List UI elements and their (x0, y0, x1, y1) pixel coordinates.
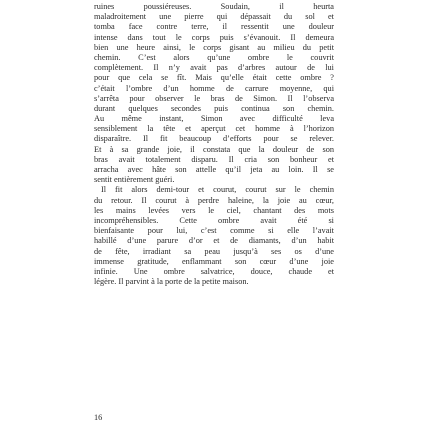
text-line: durant quelques secondes puis continua son chemin. (94, 103, 334, 113)
text-line: Et à sa grande joie, il constata que la douleur de son (94, 144, 334, 154)
text-line: maladroitement une pierre qui dépassait du sol et (94, 12, 334, 22)
text-line: bienfaisante pour lui, c’est comme si elle l’avait (94, 226, 334, 236)
text-line: disparaître. Il fit beaucoup d’efforts pour se relever. (94, 134, 334, 144)
text-line: infinie. Une ombre salvatrice, douce, chaude et (94, 266, 334, 276)
text-line: sensiblement la tête et aperçut cet homme à l’horizon (94, 124, 334, 134)
text-line: immense gratitude, enflammant son cœur d’une joie (94, 256, 334, 266)
text-line: bras avait totalement disparu. Il cria son bonheur et (94, 154, 334, 164)
text-line: intense dans tout le corps puis s’évanouit. Il demeura (94, 32, 334, 42)
text-line: tomba face contre terre, il ressentit une douleur (94, 22, 334, 32)
text-line: bien une heure ainsi, le corps gisant au milieu du petit (94, 42, 334, 52)
text-line: arracha avec hâte son attelle qu’il jeta au loin. Il se (94, 165, 334, 174)
text-line: sentit entièrement guéri. (94, 175, 175, 185)
paragraph-start-line: Il fit alors demi-tour et courut, courut sur le chemin (101, 185, 334, 195)
text-line: les mains levées vers le ciel, chantant des mots (94, 205, 334, 215)
text-line: chemin. C’est alors qu’une ombre le couvrit (94, 52, 334, 62)
text-line: ruines poussiéreuses. Soudain, il heurta (94, 2, 334, 11)
text-line: habillé d’une parure d’or et de diamants, d’un habit (94, 236, 334, 246)
text-line: incompréhensibles. Cette ombre avait été si (94, 215, 334, 225)
page-number: 16 (94, 413, 103, 422)
text-line: pour que cela se fît. Mais qu’elle était cette ombre ? (94, 73, 334, 83)
body-text (94, 2, 334, 287)
text-line: du retour. Il courut à perdre haleine, la joie au cœur, (94, 195, 334, 205)
text-line: de fête, irradiant sa peau jusqu’à ses os d’une (94, 246, 334, 256)
text-line: c’était l’ombre d’un homme de carrure moyenne, qui (94, 83, 334, 93)
text-line: Au même instant, Simon avec difficulté leva (94, 114, 334, 124)
text-line: s’arrêta pour observer le bras de Simon. Il l’observa (94, 93, 334, 103)
text-line: légère. Il parvint à la porte de la petite maison. (94, 277, 249, 287)
text-line: complètement. Il n’y avait pas d’arbres autour de lui (94, 63, 334, 73)
